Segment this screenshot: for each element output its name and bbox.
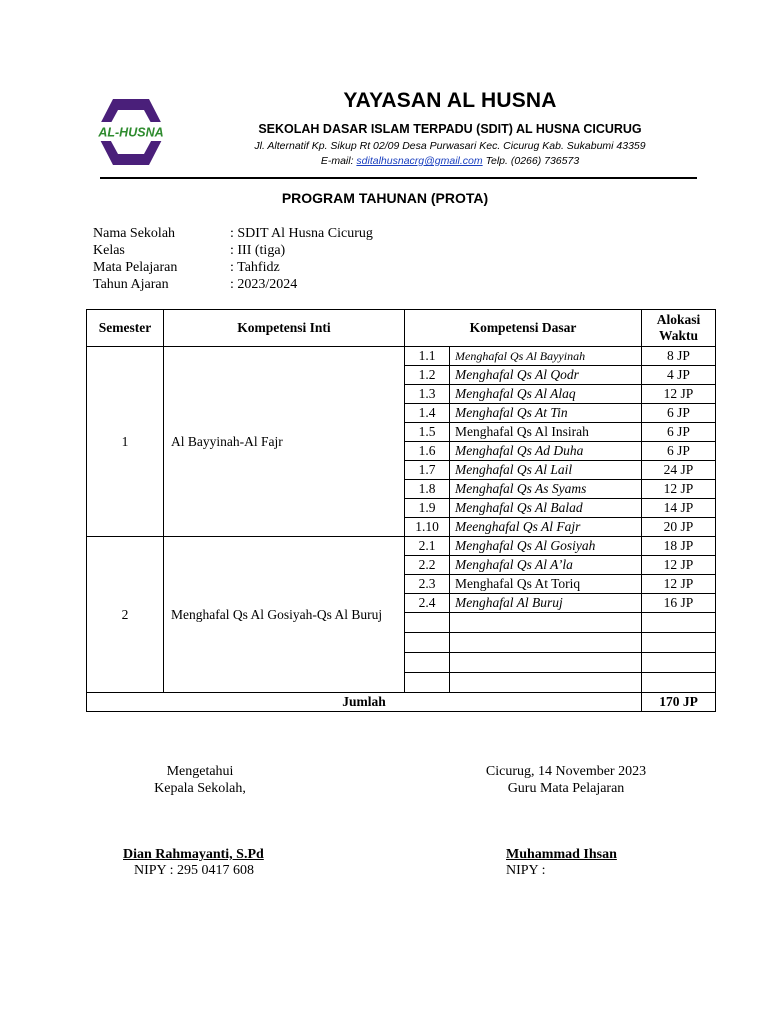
kd-text: Menghafal Qs Al Qodr — [450, 366, 642, 385]
info-label: Tahun Ajaran — [93, 277, 169, 292]
jp-value: 4 JP — [642, 366, 716, 385]
info-value: : Tahfidz — [230, 260, 280, 275]
teacher-nipy: NIPY : — [506, 863, 546, 878]
kd-number: 1.8 — [405, 480, 450, 499]
semester-cell: 2 — [87, 537, 164, 693]
jp-value: 16 JP — [642, 594, 716, 613]
kd-text: Menghafal Qs At Tin — [450, 404, 642, 423]
email-label: E-mail: — [320, 155, 354, 167]
kd-text: Menghafal Qs Al Insirah — [450, 423, 642, 442]
kd-number: 1.9 — [405, 499, 450, 518]
jp-value: 6 JP — [642, 423, 716, 442]
kd-number: 1.5 — [405, 423, 450, 442]
kd-text: Menghafal Qs Al A’la — [450, 556, 642, 575]
kd-number: 1.6 — [405, 442, 450, 461]
empty-cell — [405, 653, 450, 673]
kd-number: 1.7 — [405, 461, 450, 480]
kd-text: Menghafal Qs Al Alaq — [450, 385, 642, 404]
document-title: PROGRAM TAHUNAN (PROTA) — [281, 190, 489, 206]
headmaster-name: Dian Rahmayanti, S.Pd — [123, 847, 264, 862]
jp-value: 12 JP — [642, 385, 716, 404]
kd-text: Menghafal Qs Ad Duha — [450, 442, 642, 461]
info-value: : 2023/2024 — [230, 277, 298, 292]
organization-name: YAYASAN AL HUSNA — [343, 89, 557, 112]
info-row-subject — [93, 259, 373, 276]
school-logo — [95, 97, 167, 167]
header-alokasi-waktu: Alokasi Waktu — [642, 310, 716, 347]
kd-number: 2.1 — [405, 537, 450, 556]
header-semester: Semester — [87, 310, 164, 347]
phone-number: Telp. (0266) 736573 — [485, 155, 580, 167]
table-header-row — [87, 310, 716, 347]
info-row-school — [93, 225, 373, 242]
school-address: Jl. Alternatif Kp. Sikup Rt 02/09 Desa Purwasari Kec. Cicurug Kab. Sukabumi 43359 — [254, 140, 646, 152]
kd-text: Menghafal Qs Al Lail — [450, 461, 642, 480]
headmaster-nipy: NIPY : 295 0417 608 — [134, 863, 255, 878]
logo-text: AL-HUSNA — [98, 125, 164, 140]
school-contact — [220, 155, 680, 167]
empty-cell — [642, 673, 716, 693]
empty-cell — [405, 633, 450, 653]
kd-number: 1.1 — [405, 347, 450, 366]
kd-text: Menghafal Qs Al Balad — [450, 499, 642, 518]
jp-value: 6 JP — [642, 442, 716, 461]
table-row — [87, 347, 716, 366]
jp-value: 12 JP — [642, 480, 716, 499]
table-row — [87, 537, 716, 556]
total-label: Jumlah — [87, 693, 642, 712]
header-kompetensi-inti: Kompetensi Inti — [164, 310, 405, 347]
empty-cell — [642, 633, 716, 653]
kd-number: 1.4 — [405, 404, 450, 423]
kd-number: 1.10 — [405, 518, 450, 537]
kd-text: Menghafal Qs Al Bayyinah — [450, 347, 642, 366]
total-row — [87, 693, 716, 712]
letterhead-divider — [100, 177, 697, 179]
jp-value: 14 JP — [642, 499, 716, 518]
empty-cell — [450, 633, 642, 653]
signature-left-line2: Kepala Sekolah, — [154, 781, 246, 796]
jp-value: 6 JP — [642, 404, 716, 423]
empty-cell — [405, 673, 450, 693]
kd-number: 2.2 — [405, 556, 450, 575]
kd-number: 1.2 — [405, 366, 450, 385]
kd-text: Menghafal Al Buruj — [450, 594, 642, 613]
empty-cell — [450, 673, 642, 693]
kd-number: 2.4 — [405, 594, 450, 613]
teacher-name: Muhammad Ihsan — [506, 847, 617, 862]
prota-table — [86, 309, 716, 712]
kd-text: Meenghafal Qs Al Fajr — [450, 518, 642, 537]
kd-number: 1.3 — [405, 385, 450, 404]
email-link[interactable]: sditalhusnacrg@gmail.com — [356, 155, 483, 167]
kompetensi-inti-cell: Menghafal Qs Al Gosiyah-Qs Al Buruj — [164, 537, 405, 693]
semester-cell: 1 — [87, 347, 164, 537]
header-kompetensi-dasar: Kompetensi Dasar — [405, 310, 642, 347]
empty-cell — [642, 613, 716, 633]
info-label: Kelas — [93, 243, 125, 258]
jp-value: 12 JP — [642, 575, 716, 594]
signature-right-heading — [456, 763, 676, 797]
info-label: Nama Sekolah — [93, 226, 176, 241]
signature-right-line1: Cicurug, 14 November 2023 — [485, 764, 647, 779]
signature-right-line2: Guru Mata Pelajaran — [507, 781, 625, 796]
empty-cell — [450, 613, 642, 633]
jp-value: 8 JP — [642, 347, 716, 366]
empty-cell — [405, 613, 450, 633]
info-value: : III (tiga) — [230, 243, 286, 258]
jp-value: 24 JP — [642, 461, 716, 480]
kompetensi-inti-cell: Al Bayyinah-Al Fajr — [164, 347, 405, 537]
total-value: 170 JP — [642, 693, 716, 712]
jp-value: 20 JP — [642, 518, 716, 537]
signature-left-heading — [130, 763, 270, 797]
kd-number: 2.3 — [405, 575, 450, 594]
info-label: Mata Pelajaran — [93, 260, 178, 275]
empty-cell — [450, 653, 642, 673]
identity-info — [93, 225, 373, 293]
jp-value: 12 JP — [642, 556, 716, 575]
jp-value: 18 JP — [642, 537, 716, 556]
signature-left-line1: Mengetahui — [166, 764, 234, 779]
info-row-year — [93, 276, 373, 293]
kd-text: Menghafal Qs At Toriq — [450, 575, 642, 594]
school-name: SEKOLAH DASAR ISLAM TERPADU (SDIT) AL HUSNA CICURUG — [258, 122, 642, 136]
info-value: : SDIT Al Husna Cicurug — [230, 226, 373, 241]
empty-cell — [642, 653, 716, 673]
info-row-class — [93, 242, 373, 259]
kd-text: Menghafal Qs Al Gosiyah — [450, 537, 642, 556]
kd-text: Menghafal Qs As Syams — [450, 480, 642, 499]
